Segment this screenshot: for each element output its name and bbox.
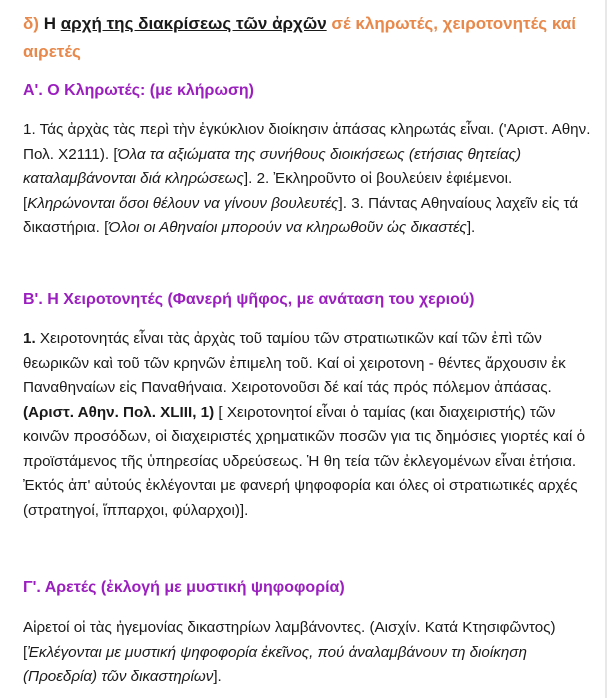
b-p1-tail: [ Χειροτονητοί εἶναι ὁ ταμίας (και διαχειριστής) τῶν κοινῶν προσόδων, οἱ διαχειριστές χρηματικῶν ποσῶν για τις δημόσιες γιορτές καί ὁ προϊστάμενος τῆς ὑπηρεσίας υδρεύσεως. Ἡ θη τεία τῶν ἐκλεγομένων εἶναι ἐτήσια. Ἐκτός ἀπ' αὐτούς ἐκλέγονται με φανερή ψηφοφορία και όλες οἱ στρατιωτικές αρχές (στρατηγοί, ἵππαρχοι, φύλαρχοι)].: [23, 403, 586, 519]
title-underlined: αρχή της διακρίσεως τῶν ἀρχῶν: [60, 14, 327, 33]
c-p1-italic: Ἐκλέγονται με μυστική ψηφοφορία ἐκεῖνος, πού ἀναλαμβάνουν τη διοίκηση (Προεδρία) τῶν δικαστηρίων: [23, 643, 527, 685]
b-reference: (Αριστ. Αθην. Πολ. XLIII, 1): [23, 403, 215, 421]
b-p1: Χειροτονητάς εἶναι τὰς ἀρχὰς τοῦ ταμίου τῶν στρατιωτικῶν καί τῶν ἐπὶ τῶν θεωρικῶν καὶ τοῦ τῶν κρηνῶν ἐπιμελη τοῦ. Καί οἱ χειροτονη - θέντες ἄρχουσιν ἐκ Παναθηναίων εἰς Παναθήναια. Χειροτονοῦσι δέ καί τάς πρός πόλεμον ἀπάσας.: [23, 330, 566, 396]
heading-b: Β'. Η Χειροτονητές (Φανερή ψῆφος, με ανάταση του χεριού): [23, 291, 475, 308]
section-title: [23, 10, 593, 66]
paragraph-a: 1. Τάς ἀρχὰς τὰς περὶ τὴν ἐγκύκλιον διοίκησιν ἁπάσας κληρωτάς εἶναι. ('Αριστ. Αθην. Πολ. Χ2111). [Όλα τα αξιώματα της συνήθους διοικήσεως (ετήσιας θητείας) καταλαμβάνονται διά κληρώσεως]. 2. Ἐκληροῦντο οἱ βουλεύειν ἐφιέμενοι. [Κληρώνονται ὅσοι θέλουν να γίνουν βουλευτές]. 3. Πάντας Αθηναίους λαχεῖν εἰς τά δικαστήρια. [Όλοι οι Αθηναίοι μπορούν να κληρωθοῦν ὡς δικαστές].: [23, 121, 591, 236]
title-rest: σέ κληρωτές, χειροτονητές καί αιρετές: [23, 14, 576, 61]
paragraph-c: Αἱρετοί οἱ τὰς ἡγεμονίας δικαστηρίων λαμβάνοντες. (Αισχίν. Κατά Κτησιφῶντος) [Ἐκλέγονται με μυστική ψηφοφορία ἐκεῖνος, πού ἀναλαμβάνουν τη διοίκηση (Προεδρία) τῶν δικαστηρίων].: [23, 619, 556, 685]
a-p1: 1. Τάς ἀρχὰς τὰς περὶ τὴν ἐγκύκλιον διοίκησιν ἁπάσας κληρωτάς εἶναι. ('Αριστ. Αθην. Πολ. Χ2111).: [23, 121, 591, 163]
b-number: 1.: [23, 330, 36, 347]
a-p3: 3. Πάντας Αθηναίους λαχεῖν εἰς τά δικαστήρια.: [23, 194, 579, 236]
heading-c: Γ'. Αρετές (ἐκλογή με μυστική ψηφοφορία): [23, 579, 345, 596]
a-p3-italic: Όλοι οι Αθηναίοι μπορούν να κληρωθοῦν ὡς δικαστές: [108, 219, 467, 236]
a-p2: 2. Ἐκληροῦντο οἱ βουλεύειν ἐφιέμενοι.: [256, 170, 513, 187]
title-h: Η: [43, 14, 56, 33]
c-p1: Αἱρετοί οἱ τὰς ἡγεμονίας δικαστηρίων λαμβάνοντες. (Αισχίν. Κατά Κτησιφῶντος): [23, 619, 556, 636]
heading-a: Α'. Ο Κληρωτές: (με κλήρωση): [23, 82, 254, 99]
a-p1-italic: Όλα τα αξιώματα της συνήθους διοικήσεως (ετήσιας θητείας) καταλαμβάνονται διά κληρώσεως: [23, 145, 522, 187]
a-p2-italic: Κληρώνονται ὅσοι θέλουν να γίνουν βουλευτές: [27, 194, 339, 212]
paragraph-b: [23, 327, 593, 523]
title-prefix: δ): [23, 14, 39, 33]
